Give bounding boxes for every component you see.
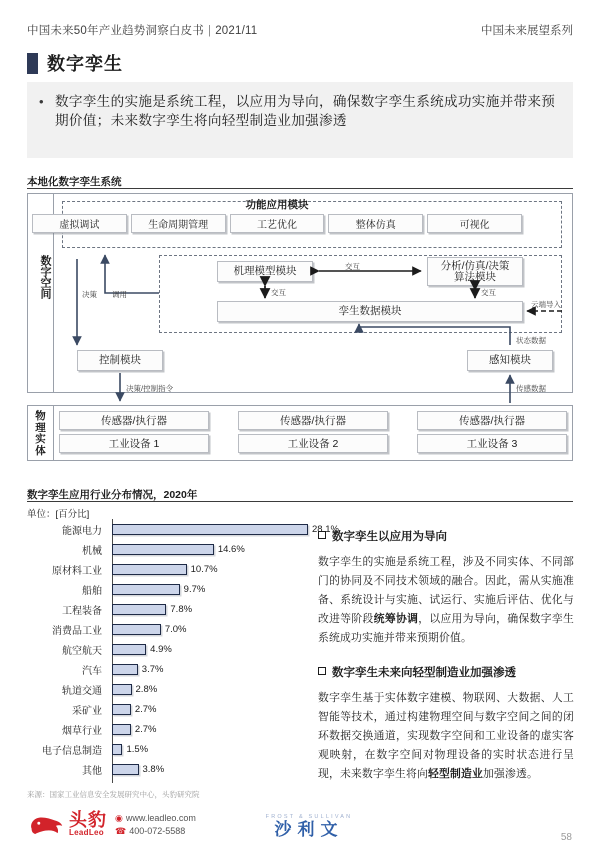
page-number: 58: [560, 832, 572, 843]
physical-column-1: [59, 411, 209, 457]
chart-value-label: 28.1%: [312, 523, 339, 535]
arrow-label-cloud-import: 云端导入: [531, 300, 561, 309]
module-control[interactable]: 控制模块: [77, 350, 163, 371]
chart-bar[interactable]: [112, 744, 122, 755]
chart-category-label: 电子信息制造: [42, 745, 102, 757]
right-p2-bold: 轻型制造业: [427, 768, 483, 780]
chart-bar-wrap: [107, 719, 312, 739]
chart-value-label: 3.8%: [142, 763, 165, 775]
right-paragraph-2: [318, 689, 574, 784]
bullet-icon: •: [39, 94, 44, 109]
physical-entity-divider: [53, 405, 54, 461]
chart-value-label: 2.8%: [135, 683, 158, 695]
chip-overall-simulation[interactable]: 整体仿真: [328, 214, 423, 233]
chart-category-label: 机械: [82, 545, 102, 557]
digital-space-label: 数字空间: [39, 255, 51, 299]
arrow-label-interact-2: 交互: [271, 288, 286, 297]
right-heading-1-text: 数字孪生以应用为导向: [332, 531, 447, 543]
chart-bar-wrap: [107, 639, 312, 659]
chart-bar-wrap: [107, 759, 312, 779]
frost-cn-text: 沙利文: [274, 820, 344, 839]
chart-bar-row: [27, 679, 312, 699]
chart-value-label: 10.7%: [190, 563, 218, 575]
chart-bar-row: [27, 739, 312, 759]
leadleo-phone: 400-072-5588: [129, 826, 186, 836]
digital-twin-diagram: [27, 193, 573, 461]
arrow-label-sensor-data: 传感数据: [516, 384, 546, 393]
right-p2-a: 数字孪生基于实体数字建模、物联网、大数据、人工智能等技术，通过构建物理空间与数字空间之间的闭环数据交换通道，实现数字空间和工业设备的虚实客观映射，在数字空间对物理设备的实时状态进行呈现，未来数字孪生将向: [318, 692, 574, 780]
chart-bar[interactable]: [112, 544, 214, 555]
chart-category-label: 轨道交通: [62, 685, 102, 697]
chip-process-optimization[interactable]: 工艺优化: [230, 214, 325, 233]
chart-bar[interactable]: [112, 584, 180, 595]
chart-bar[interactable]: [112, 664, 138, 675]
chart-bar-wrap: [107, 579, 312, 599]
industrial-device-2[interactable]: 工业设备 2: [238, 434, 388, 453]
right-text-column: [318, 528, 574, 784]
leadleo-phone-row: [115, 825, 196, 838]
right-heading-1: [318, 528, 574, 544]
arrow-label-state-data: 状态数据: [516, 336, 546, 345]
chart-value-label: 2.7%: [134, 723, 157, 735]
arrow-label-decision-control: 决策/控制指令: [126, 384, 174, 393]
chart-category-label: 汽车: [82, 665, 102, 677]
sensor-actuator-2[interactable]: 传感器/执行器: [238, 411, 388, 430]
chart-bar[interactable]: [112, 524, 308, 535]
sensor-actuator-1[interactable]: 传感器/执行器: [59, 411, 209, 430]
chip-lifecycle-management[interactable]: 生命周期管理: [131, 214, 226, 233]
summary-text: 数字孪生的实施是系统工程，以应用为导向，确保数字孪生系统成功实施并带来预期价值；未来数字孪生将向轻型制造业加强渗透: [55, 94, 556, 129]
chart-bar[interactable]: [112, 724, 131, 735]
chart-value-label: 1.5%: [126, 743, 149, 755]
chart-bar-row: [27, 659, 312, 679]
chart-bar-wrap: [107, 539, 312, 559]
functional-group-title: 功能应用模块: [245, 199, 309, 211]
chart-title: 数字孪生应用行业分布情况，2020年: [27, 489, 198, 501]
chart-category-label: 能源电力: [62, 525, 102, 537]
chart-bar[interactable]: [112, 644, 146, 655]
chart-bar-wrap: [107, 659, 312, 679]
right-p1-a: 数字孪生的实施是系统工程，涉及不同实体、不同部门的协同及不同技术领域的融合。因此，需从实施准备、系统设计与实施、试运行、实施后评估、优化与改进等阶段: [318, 556, 574, 625]
module-algorithm-line1: 分析/仿真/决策: [440, 259, 510, 272]
arrow-label-interact-3: 交互: [481, 288, 496, 297]
chart-bar[interactable]: [112, 604, 166, 615]
chart-bar-row: [27, 619, 312, 639]
page-title: 数字孪生: [47, 54, 123, 74]
square-bullet-icon-2: [318, 667, 326, 675]
summary-callout: [27, 82, 573, 158]
chart-bar[interactable]: [112, 764, 139, 775]
chart-bar-row: [27, 519, 339, 539]
chart-category-label: 原材料工业: [52, 565, 102, 577]
chart-bar-wrap: [107, 519, 339, 539]
page-footer: [0, 806, 600, 866]
chart-bar-row: [27, 699, 312, 719]
leadleo-website[interactable]: www.leadleo.com: [125, 813, 196, 823]
module-algorithm-line2: 算法模块: [454, 270, 496, 283]
chart-bar-wrap: [107, 679, 312, 699]
industrial-device-3[interactable]: 工业设备 3: [417, 434, 567, 453]
arrow-label-interact-1: 交互: [345, 262, 360, 271]
chip-virtual-commissioning[interactable]: 虚拟调试: [32, 214, 127, 233]
page-header: [27, 21, 573, 39]
module-mechanism-model[interactable]: 机理模型模块: [217, 261, 313, 282]
chart-bar-row: [27, 579, 312, 599]
chart-source: 来源：国家工业信息安全发展研究中心，头豹研究院: [27, 790, 200, 799]
chart-bar-row: [27, 639, 312, 659]
right-heading-2-text: 数字孪生未来向轻型制造业加强渗透: [332, 667, 516, 679]
arrow-label-invoke: 调用: [112, 290, 127, 299]
industrial-device-1[interactable]: 工业设备 1: [59, 434, 209, 453]
chart-bar-wrap: [107, 739, 312, 759]
sensor-actuator-3[interactable]: 传感器/执行器: [417, 411, 567, 430]
industry-distribution-chart: [27, 519, 339, 787]
chart-bar[interactable]: [112, 704, 131, 715]
chart-unit-label: 单位：[百分比]: [27, 509, 90, 520]
right-paragraph-1: [318, 553, 574, 648]
frost-en-text: FROST & SULLIVAN: [265, 814, 353, 820]
leadleo-cn-text: 头豹: [69, 810, 107, 830]
chip-visualization[interactable]: 可视化: [427, 214, 522, 233]
chart-bar[interactable]: [112, 684, 132, 695]
chart-value-label: 14.6%: [217, 543, 245, 555]
right-p1-b: ，以应用为导向，确保数字孪生系统成功实施并带来预期价值。: [318, 613, 574, 644]
chart-value-label: 4.9%: [150, 643, 172, 655]
right-p1-bold: 统筹协调: [373, 613, 419, 625]
diagram-title: 本地化数字孪生系统: [27, 176, 122, 188]
header-doc-title: 中国未来50年产业趋势洞察白皮书: [27, 25, 204, 37]
header-series-title: 中国未来展望系列: [481, 25, 573, 37]
chart-title-rule: [27, 501, 573, 502]
physical-entity-columns: [59, 411, 567, 457]
accent-square-icon: [27, 53, 38, 74]
chart-bar[interactable]: [112, 624, 161, 635]
chart-value-label: 7.0%: [164, 623, 187, 635]
section-title: [27, 50, 123, 76]
chart-category-label: 船舶: [82, 585, 102, 597]
arrow-label-decision: 决策: [82, 290, 97, 299]
chart-bar-row: [27, 539, 312, 559]
phone-icon: ☎: [115, 826, 127, 836]
header-separator: |: [208, 25, 212, 37]
chart-category-label: 烟草行业: [62, 725, 102, 737]
chart-bar-wrap: [107, 599, 312, 619]
chart-bar-row: [27, 719, 312, 739]
chart-bar-wrap: [107, 699, 312, 719]
diagram-title-rule: [27, 188, 573, 189]
lion-logo-icon: [28, 812, 64, 838]
chart-value-label: 2.7%: [134, 703, 157, 715]
chart-bar-row: [27, 599, 312, 619]
chart-bar-wrap: [107, 619, 312, 639]
chart-value-label: 3.7%: [141, 663, 164, 675]
chart-category-label: 航空航天: [62, 645, 102, 657]
square-bullet-icon: [318, 531, 326, 539]
frost-sullivan-logo: [254, 814, 364, 840]
leadleo-en-text: LeadLeo: [69, 828, 104, 837]
leadleo-website-row: [115, 812, 196, 825]
chart-bar-row: [27, 559, 312, 579]
physical-entity-label: 物理实体: [35, 410, 46, 457]
module-twin-data[interactable]: 孪生数据模块: [217, 301, 523, 322]
chart-value-label: 9.7%: [183, 583, 206, 595]
physical-column-2: [238, 411, 388, 457]
chart-bar-rows: [27, 519, 339, 779]
chart-bar[interactable]: [112, 564, 187, 575]
chart-bar-wrap: [107, 559, 312, 579]
right-p2-b: 加强渗透。: [482, 768, 538, 780]
chart-category-label: 工程装备: [62, 605, 102, 617]
chart-category-label: 采矿业: [72, 705, 102, 717]
chart-category-label: 其他: [82, 765, 102, 777]
right-heading-2: [318, 664, 574, 680]
globe-icon: ◉: [115, 813, 123, 823]
chart-category-label: 消费品工业: [52, 625, 102, 637]
physical-column-3: [417, 411, 567, 457]
header-date: 2021/11: [215, 25, 258, 37]
leadleo-logo: [28, 812, 196, 838]
chart-value-label: 7.8%: [170, 603, 193, 615]
module-perception[interactable]: 感知模块: [467, 350, 553, 371]
chart-bar-row: [27, 759, 312, 779]
header-left: [27, 22, 257, 38]
